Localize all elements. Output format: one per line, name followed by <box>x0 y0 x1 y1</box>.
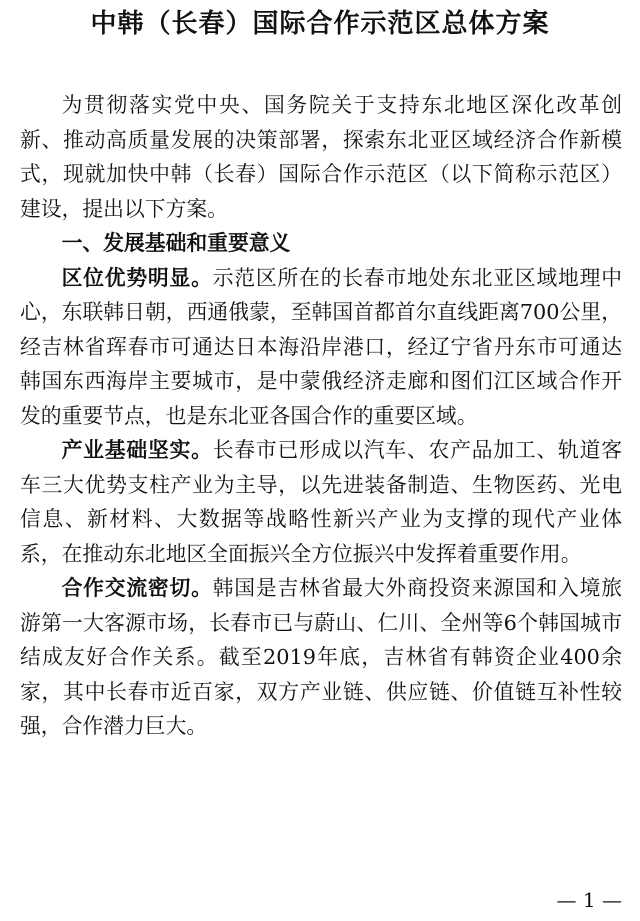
paragraph-lead: 合作交流密切。 <box>61 576 213 600</box>
paragraph-industrial-base <box>20 433 622 571</box>
section-heading: 一、发展基础和重要意义 <box>61 231 291 255</box>
paragraph-text: 示范区所在的长春市地处东北亚区域地理中心，东联韩日朝，西通俄蒙，至韩国首都首尔直线距离700公里，经吉林省珲春市可通达日本海沿岸港口，经辽宁省丹东市可通达韩国东西海岸主要城市，是中蒙俄经济走廊和图们江区域合作开发的重要节点，也是东北亚各国合作的重要区域。 <box>20 265 623 428</box>
document-body <box>20 88 622 744</box>
page-number: — 1 — <box>556 888 622 912</box>
paragraph-lead: 区位优势明显。 <box>61 265 213 290</box>
paragraph-text: 韩国是吉林省最大外商投资来源国和入境旅游第一大客源市场，长春市已与蔚山、仁川、全州等6个韩国城市结成友好合作关系。截至2019年底，吉林省有韩资企业400余家，其中长春市近百家，双方产业链、供应链、价值链互补性较强，合作潜力巨大。 <box>20 576 623 738</box>
intro-paragraph: 为贯彻落实党中央、国务院关于支持东北地区深化改革创新、推动高质量发展的决策部署，探索东北亚区域经济合作新模式，现就加快中韩（长春）国际合作示范区（以下简称示范区）建设，提出以下方案。 <box>20 93 622 221</box>
paragraph-location-advantage <box>20 261 622 434</box>
paragraph-cooperation-exchange <box>20 571 622 744</box>
paragraph-lead: 产业基础坚实。 <box>61 438 213 462</box>
paragraph-text: 长春市已形成以汽车、农产品加工、轨道客车三大优势支柱产业为主导，以先进装备制造、生物医药、光电信息、新材料、大数据等战略性新兴产业为支撑的现代产业体系，在推动东北地区全面振兴全方位振兴中发挥着重要作用。 <box>20 438 623 566</box>
document-title: 中韩（长春）国际合作示范区总体方案 <box>90 9 550 39</box>
